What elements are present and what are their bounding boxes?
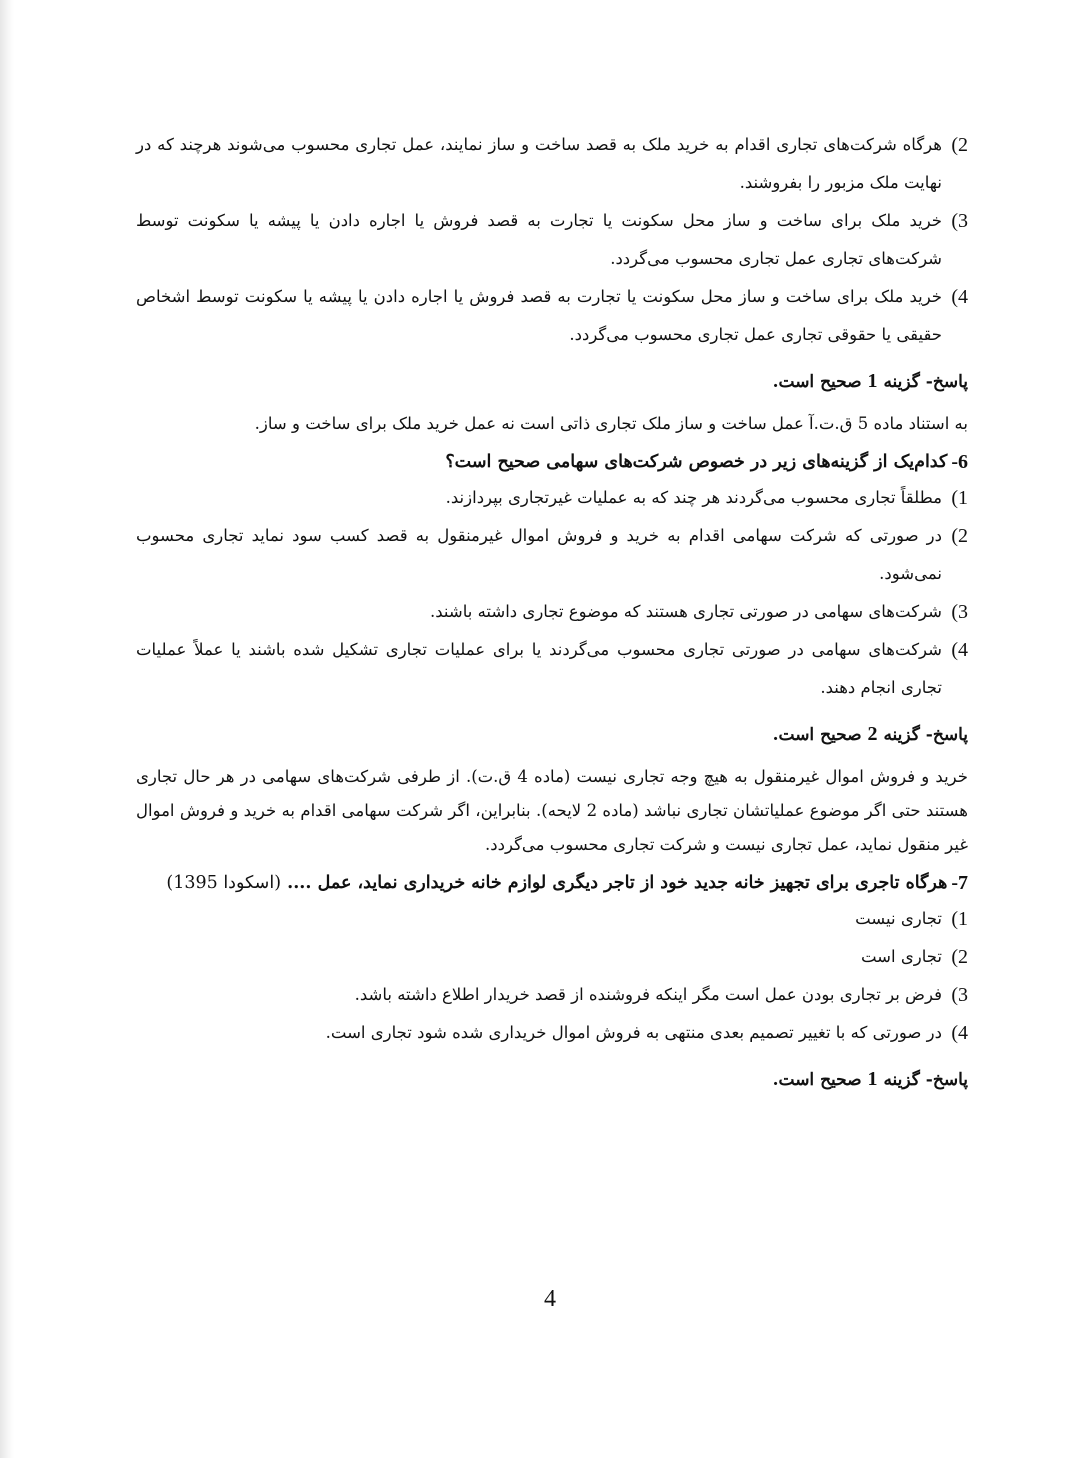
option-item: [136, 278, 968, 354]
option-item: [136, 479, 968, 517]
answer-line: [136, 1060, 968, 1099]
option-number: 2): [951, 525, 968, 547]
option-text: خرید ملک برای ساخت و ساز محل سکونت یا تجارت به قصد فروش یا اجاره دادن یا پیشه یا سکونت توسط اشخاص حقیقی یا حقوقی تجاری عمل تجاری محسوب می‌گردد.: [136, 287, 942, 344]
answer-line: [136, 362, 968, 401]
option-text: هرگاه شرکت‌های تجاری اقدام به خرید ملک به قصد ساخت و ساز نمایند، عمل تجاری محسوب می‌شوند هرچند که در نهایت ملک مزبور را بفروشند.: [136, 135, 942, 192]
question-number: 7-: [951, 872, 968, 894]
option-number: 3): [951, 601, 968, 623]
answer-line: [136, 715, 968, 754]
answer-explanation: خرید و فروش اموال غیرمنقول به هیچ وجه تجاری نیست (ماده 4 ق.ت). از طرفی شرکت‌های سهامی در هر حال تجاری هستند حتی اگر موضوع عملیاتشان تجاری نباشد (ماده 2 لایحه). بنابراین، اگر شرکت سهامی اقدام به خرید و فروش اموال غیر منقول نماید، عمل تجاری نیست و شرکت تجاری محسوب می‌گردد.: [136, 767, 969, 854]
answer-prefix: پاسخ- گزینه: [883, 372, 968, 392]
option-text: شرکت‌های سهامی در صورتی تجاری هستند که موضوع تجاری داشته باشند.: [430, 602, 942, 621]
option-item: [136, 976, 968, 1014]
answer-digit: 1: [867, 370, 878, 392]
answer-suffix: صحیح است.: [772, 372, 862, 392]
answer-explanation: به استناد ماده 5 ق.ت.آ عمل ساخت و ساز ملک تجاری ذاتی است نه عمل خرید ملک برای ساخت و ساز.: [254, 414, 968, 433]
option-item: [136, 900, 968, 938]
option-text: تجاری نیست: [855, 909, 942, 928]
option-item: [136, 126, 968, 202]
option-text: فرض بر تجاری بودن عمل است مگر اینکه فروشنده از قصد خریدار اطلاع داشته باشد.: [354, 985, 942, 1004]
question-number: 6-: [951, 451, 968, 473]
option-text: تجاری است: [860, 947, 942, 966]
option-item: [136, 593, 968, 631]
option-text: در صورتی که با تغییر تصمیم بعدی منتهی به فروش اموال خریداری شده شود تجاری است.: [325, 1023, 942, 1042]
answer-digit: 1: [867, 1068, 878, 1090]
option-number: 4): [951, 639, 968, 661]
question-source: (اسکودا 1395): [166, 873, 282, 893]
option-number: 2): [951, 134, 968, 156]
answer-prefix: پاسخ- گزینه: [883, 725, 968, 745]
option-item: [136, 202, 968, 278]
option-number: 3): [951, 210, 968, 232]
question-text-bold: هرگاه تاجری برای تجهیز خانه جدید خود از تاجر دیگری لوازم خانه خریداری نماید، عمل ....: [287, 873, 948, 893]
answer-suffix: صحیح است.: [772, 725, 862, 745]
question-6: [136, 445, 968, 479]
document-page: [136, 126, 968, 1099]
option-number: 1): [951, 487, 968, 509]
option-number: 3): [951, 984, 968, 1006]
question-text: کدام‌یک از گزینه‌های زیر در خصوص شرکت‌های سهامی صحیح است؟: [445, 452, 948, 472]
option-item: [136, 938, 968, 976]
option-text: شرکت‌های سهامی در صورتی تجاری محسوب می‌گردند یا برای عملیات تجاری تشکیل شده باشند یا عملاً عملیات تجاری انجام دهند.: [136, 640, 942, 697]
option-item: [136, 1014, 968, 1052]
option-text: خرید ملک برای ساخت و ساز محل سکونت یا تجارت به قصد فروش یا اجاره دادن یا پیشه یا سکونت توسط شرکت‌های تجاری عمل تجاری محسوب می‌گردد.: [136, 211, 942, 268]
question-text: [136, 866, 947, 900]
option-number: 1): [951, 908, 968, 930]
option-number: 2): [951, 946, 968, 968]
answer-suffix: صحیح است.: [772, 1070, 862, 1090]
answer-digit: 2: [867, 723, 878, 745]
option-item: [136, 517, 968, 593]
option-number: 4): [951, 1022, 968, 1044]
option-number: 4): [951, 286, 968, 308]
option-text: مطلقاً تجاری محسوب می‌گردند هر چند که به عملیات غیرتجاری بپردازند.: [445, 488, 942, 507]
option-item: [136, 631, 968, 707]
option-text: در صورتی که شرکت سهامی اقدام به خرید و فروش اموال غیرمنقول به قصد کسب سود نماید تجاری محسوب نمی‌شود.: [136, 526, 942, 583]
page-number: 4: [544, 1286, 556, 1312]
question-7: [136, 866, 968, 900]
page-left-edge-shadow: [0, 0, 14, 1458]
answer-prefix: پاسخ- گزینه: [883, 1070, 968, 1090]
